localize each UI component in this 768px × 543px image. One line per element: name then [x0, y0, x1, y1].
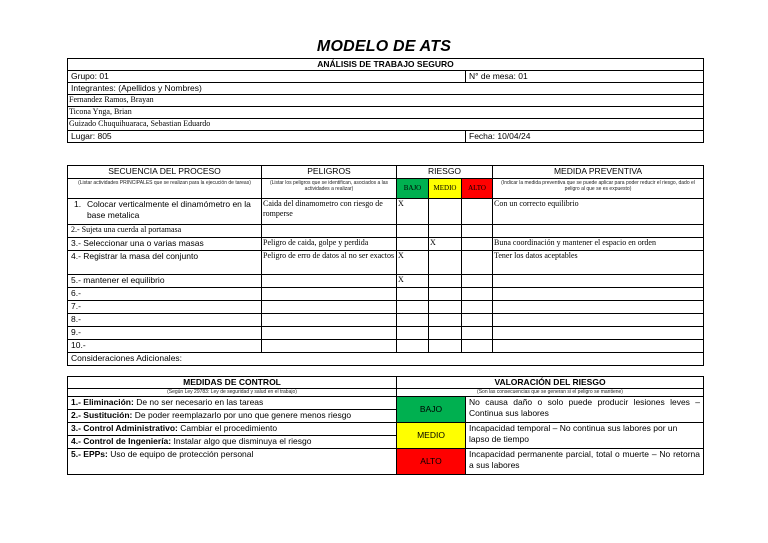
medio-cell: [429, 199, 462, 225]
control-label: 5.- EPPs:: [71, 449, 108, 459]
controls-table: [67, 376, 704, 475]
measure-cell: Buna coordinación y mantener el espacio en orden: [493, 238, 704, 251]
table-row: [68, 251, 704, 275]
table-row: [68, 314, 704, 327]
control-label: 1.- Eliminación:: [71, 397, 134, 407]
alto-cell: [462, 225, 493, 238]
control-item-epps: [68, 449, 397, 475]
step-text: 10.-: [68, 340, 262, 353]
note-secuencia: (Listar actividades PRINCIPALES que se realizan para la ejecución de tareas): [68, 179, 262, 199]
lugar-field: Lugar: 805: [68, 131, 466, 143]
level-bajo: BAJO: [397, 397, 466, 423]
step-text: 8.-: [68, 314, 262, 327]
risk-alto-header: ALTO: [462, 179, 493, 199]
integrantes-label: Integrantes: (Apellidos y Nombres): [68, 83, 704, 95]
measure-cell: Tener los datos aceptables: [493, 251, 704, 275]
step-text: 5.- mantener el equilibrio: [68, 275, 262, 288]
table-row: [68, 275, 704, 288]
control-label: 2.- Sustitución:: [71, 410, 133, 420]
medio-cell: [429, 275, 462, 288]
table-row: [68, 301, 704, 314]
analysis-table: [67, 165, 704, 366]
controls-note: (Según Ley 29783: Ley de seguridad y salud en el trabajo): [68, 389, 397, 397]
control-label: 3.- Control Administrativo:: [71, 423, 178, 433]
control-item-ingenieria: [68, 436, 397, 449]
col-peligros-header: PELIGROS: [262, 166, 397, 179]
table-row: [68, 340, 704, 353]
medio-cell: X: [429, 238, 462, 251]
note-peligros: (Listar los peligros que se identifican, asociados a las actividades a realizar): [262, 179, 397, 199]
document-title: MODELO DE ATS: [316, 38, 452, 55]
step-text: 6.-: [68, 288, 262, 301]
controls-title: MEDIDAS DE CONTROL: [68, 377, 397, 389]
table-row: [68, 199, 704, 225]
step-text: 4.- Registrar la masa del conjunto: [68, 251, 262, 275]
bajo-cell: X: [397, 275, 429, 288]
alto-cell: [462, 238, 493, 251]
fecha-field: Fecha: 10/04/24: [466, 131, 704, 143]
bajo-cell: X: [397, 199, 429, 225]
hazard-cell: Caida del dinamometro con riesgo de romperse: [262, 199, 397, 225]
col-riesgo-header: RIESGO: [397, 166, 493, 179]
hazard-cell: [262, 225, 397, 238]
measure-cell: Con un correcto equilibrio: [493, 199, 704, 225]
control-label: 4.- Control de Ingeniería:: [71, 436, 172, 446]
risk-medio-header: MEDIO: [429, 179, 462, 199]
step-text: Colocar verticalmente el dinamómetro en la base metalica: [86, 199, 251, 220]
grupo-field: Grupo: 01: [68, 71, 466, 83]
mesa-field: N° de mesa: 01: [466, 71, 704, 83]
alto-cell: [462, 199, 493, 225]
step-number: 1.: [74, 199, 82, 209]
control-item-administrativo: [68, 423, 397, 436]
table-row: [68, 288, 704, 301]
integrante-1: Fernandez Ramos, Brayan: [68, 95, 704, 107]
table-row: [68, 327, 704, 340]
measure-cell: [493, 225, 704, 238]
hazard-cell: Peligro de erro de datos al no ser exactos: [262, 251, 397, 275]
level-medio-desc: Incapacidad temporal – No continua sus labores por un lapso de tiempo: [466, 423, 704, 449]
subtitle: ANÁLISIS DE TRABAJO SEGURO: [68, 59, 704, 71]
valoracion-title: VALORACIÓN DEL RIESGO: [397, 377, 704, 389]
level-medio: MEDIO: [397, 423, 466, 449]
control-text: Uso de equipo de protección personal: [107, 449, 254, 459]
control-item-eliminacion: [68, 397, 397, 410]
table-row: [68, 225, 704, 238]
col-secuencia-header: SECUENCIA DEL PROCESO: [68, 166, 262, 179]
integrante-2: Ticona Ynga, Brian: [68, 107, 704, 119]
control-text: De no ser necesario en las tareas: [133, 397, 264, 407]
bajo-cell: [397, 225, 429, 238]
step-text: 7.-: [68, 301, 262, 314]
medio-cell: [429, 225, 462, 238]
step-text: 3.- Seleccionar una o varias masas: [68, 238, 262, 251]
control-item-sustitucion: [68, 410, 397, 423]
bajo-cell: [397, 238, 429, 251]
header-table: [67, 58, 704, 143]
hazard-cell: Peligro de caida, golpe y perdida: [262, 238, 397, 251]
alto-cell: [462, 251, 493, 275]
step-text: 9.-: [68, 327, 262, 340]
level-alto-desc: Incapacidad permanente parcial, total o muerte – No retorna a sus labores: [466, 449, 704, 475]
note-medida: (Indicar la medida preventiva que se puede aplicar para poder reducir el riesgo, dado el peligro al que se es expuesto): [493, 179, 704, 199]
integrante-3: Guizado Chuquihuaraca, Sebastian Eduardo: [68, 119, 704, 131]
medio-cell: [429, 251, 462, 275]
measure-cell: [493, 275, 704, 288]
alto-cell: [462, 275, 493, 288]
consideraciones-adicionales: Consideraciones Adicionales:: [68, 353, 704, 366]
control-text: Cambiar el procedimiento: [177, 423, 278, 433]
table-row: [68, 238, 704, 251]
col-medida-header: MEDIDA PREVENTIVA: [493, 166, 704, 179]
hazard-cell: [262, 275, 397, 288]
step-text: 2.- Sujeta una cuerda al portamasa: [68, 225, 262, 238]
risk-bajo-header: BAJO: [397, 179, 429, 199]
level-bajo-desc: No causa daño o solo puede producir lesiones leves – Continua sus labores: [466, 397, 704, 423]
level-alto: ALTO: [397, 449, 466, 475]
control-text: De poder reemplazarlo por uno que genere menos riesgo: [132, 410, 352, 420]
valoracion-note: (Son las consecuencias que se generan si el peligro se mantiene): [397, 389, 704, 397]
control-text: Instalar algo que disminuya el riesgo: [171, 436, 312, 446]
bajo-cell: X: [397, 251, 429, 275]
